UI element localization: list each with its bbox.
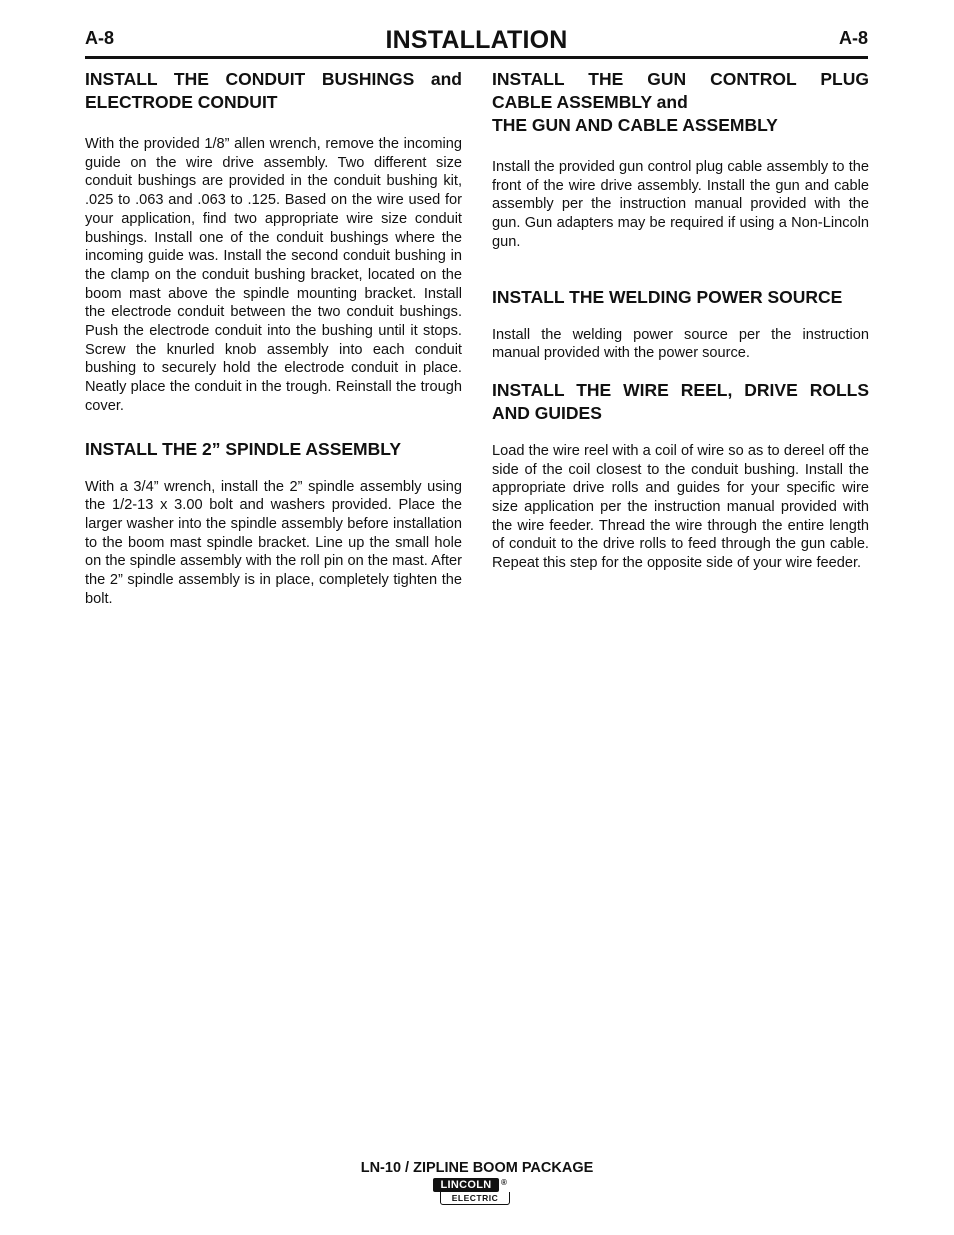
left-column [85, 68, 462, 608]
page-number-right: A-8 [838, 28, 868, 48]
registered-mark: ® [501, 1178, 507, 1187]
wire-reel-heading-line-2: AND GUIDES [492, 402, 602, 423]
logo-top-text: LINCOLN [433, 1178, 499, 1192]
conduit-heading-line-1: INSTALL THE CONDUIT BUSHINGS and [85, 69, 462, 89]
conduit-body: With the provided 1/8” allen wrench, remove the incoming guide on the wire drive assembly. Two different size conduit bushings are provided in the conduit bushing kit, .025 to .063 and .063 to .125. Based on the wire used for your application, find two appropriate wire size conduit bushings. Install one of the conduit bushings where the incoming guide was. Install the second conduit bushing in the clamp on the conduit bushing bracket, located on the boom mast above the spindle mounting bracket. Install the electrode conduit between the two conduit bushings. Push the electrode conduit into the bushing until it stops. Screw the knurled knob assembly into each conduit bushing to securely hold the electrode conduit in place. Neatly place the conduit in the trough. Reinstall the trough cover. [85, 136, 462, 414]
lincoln-electric-logo [433, 1178, 511, 1206]
wire-reel-body: Load the wire reel with a coil of wire so as to dereel off the side of the coil closest to the conduit bushing. Install the appropriate drive rolls and guides for your specific wire size application per the instruction manual provided with the wire feeder. Thread the wire through the entire length of conduit to the drive rolls to feed through the gun cable. Repeat this step for the opposite side of your wire feeder. [492, 442, 869, 572]
wire-reel-heading [492, 379, 869, 425]
page-number-left: A-8 [85, 28, 115, 48]
power-source-heading: INSTALL THE WELDING POWER SOURCE [492, 286, 843, 307]
gun-control-heading-line-3: THE GUN AND CABLE ASSEMBLY [492, 115, 778, 135]
logo-bottom-text: ELECTRIC [440, 1192, 510, 1205]
footer-product-name: LN-10 / ZIPLINE BOOM PACKAGE [360, 1160, 594, 1176]
spindle-heading: INSTALL THE 2” SPINDLE ASSEMBLY [85, 438, 402, 459]
spindle-body: With a 3/4” wrench, install the 2” spindle assembly using the 1/2-13 x 3.00 bolt and washers provided. Place the larger washer into the spindle assembly before installation to the boom mast spindle bracket. Line up the small hole on the spindle assembly with the roll pin on the mast. After the 2” spindle assembly is in place, completely tighten the bolt. [85, 478, 462, 607]
gun-control-heading-line-2: CABLE ASSEMBLY and [492, 92, 688, 112]
gun-control-body: Install the provided gun control plug cable assembly to the front of the wire drive assembly. Install the gun and cable assembly per the instruction manual provided with the gun. Gun adapters may be required if using a Non-Lincoln gun. [492, 159, 869, 250]
power-source-body: Install the welding power source per the instruction manual provided with the power source. [492, 326, 869, 362]
conduit-heading [85, 68, 462, 114]
conduit-heading-line-2: ELECTRODE CONDUIT [85, 92, 278, 112]
page-header [85, 24, 868, 59]
gun-control-heading [492, 68, 869, 137]
right-column [492, 68, 869, 573]
wire-reel-heading-line-1: INSTALL THE WIRE REEL, DRIVE ROLLS [492, 379, 869, 400]
page-title: INSTALLATION [385, 26, 568, 54]
gun-control-heading-line-1: INSTALL THE GUN CONTROL PLUG [492, 69, 869, 89]
